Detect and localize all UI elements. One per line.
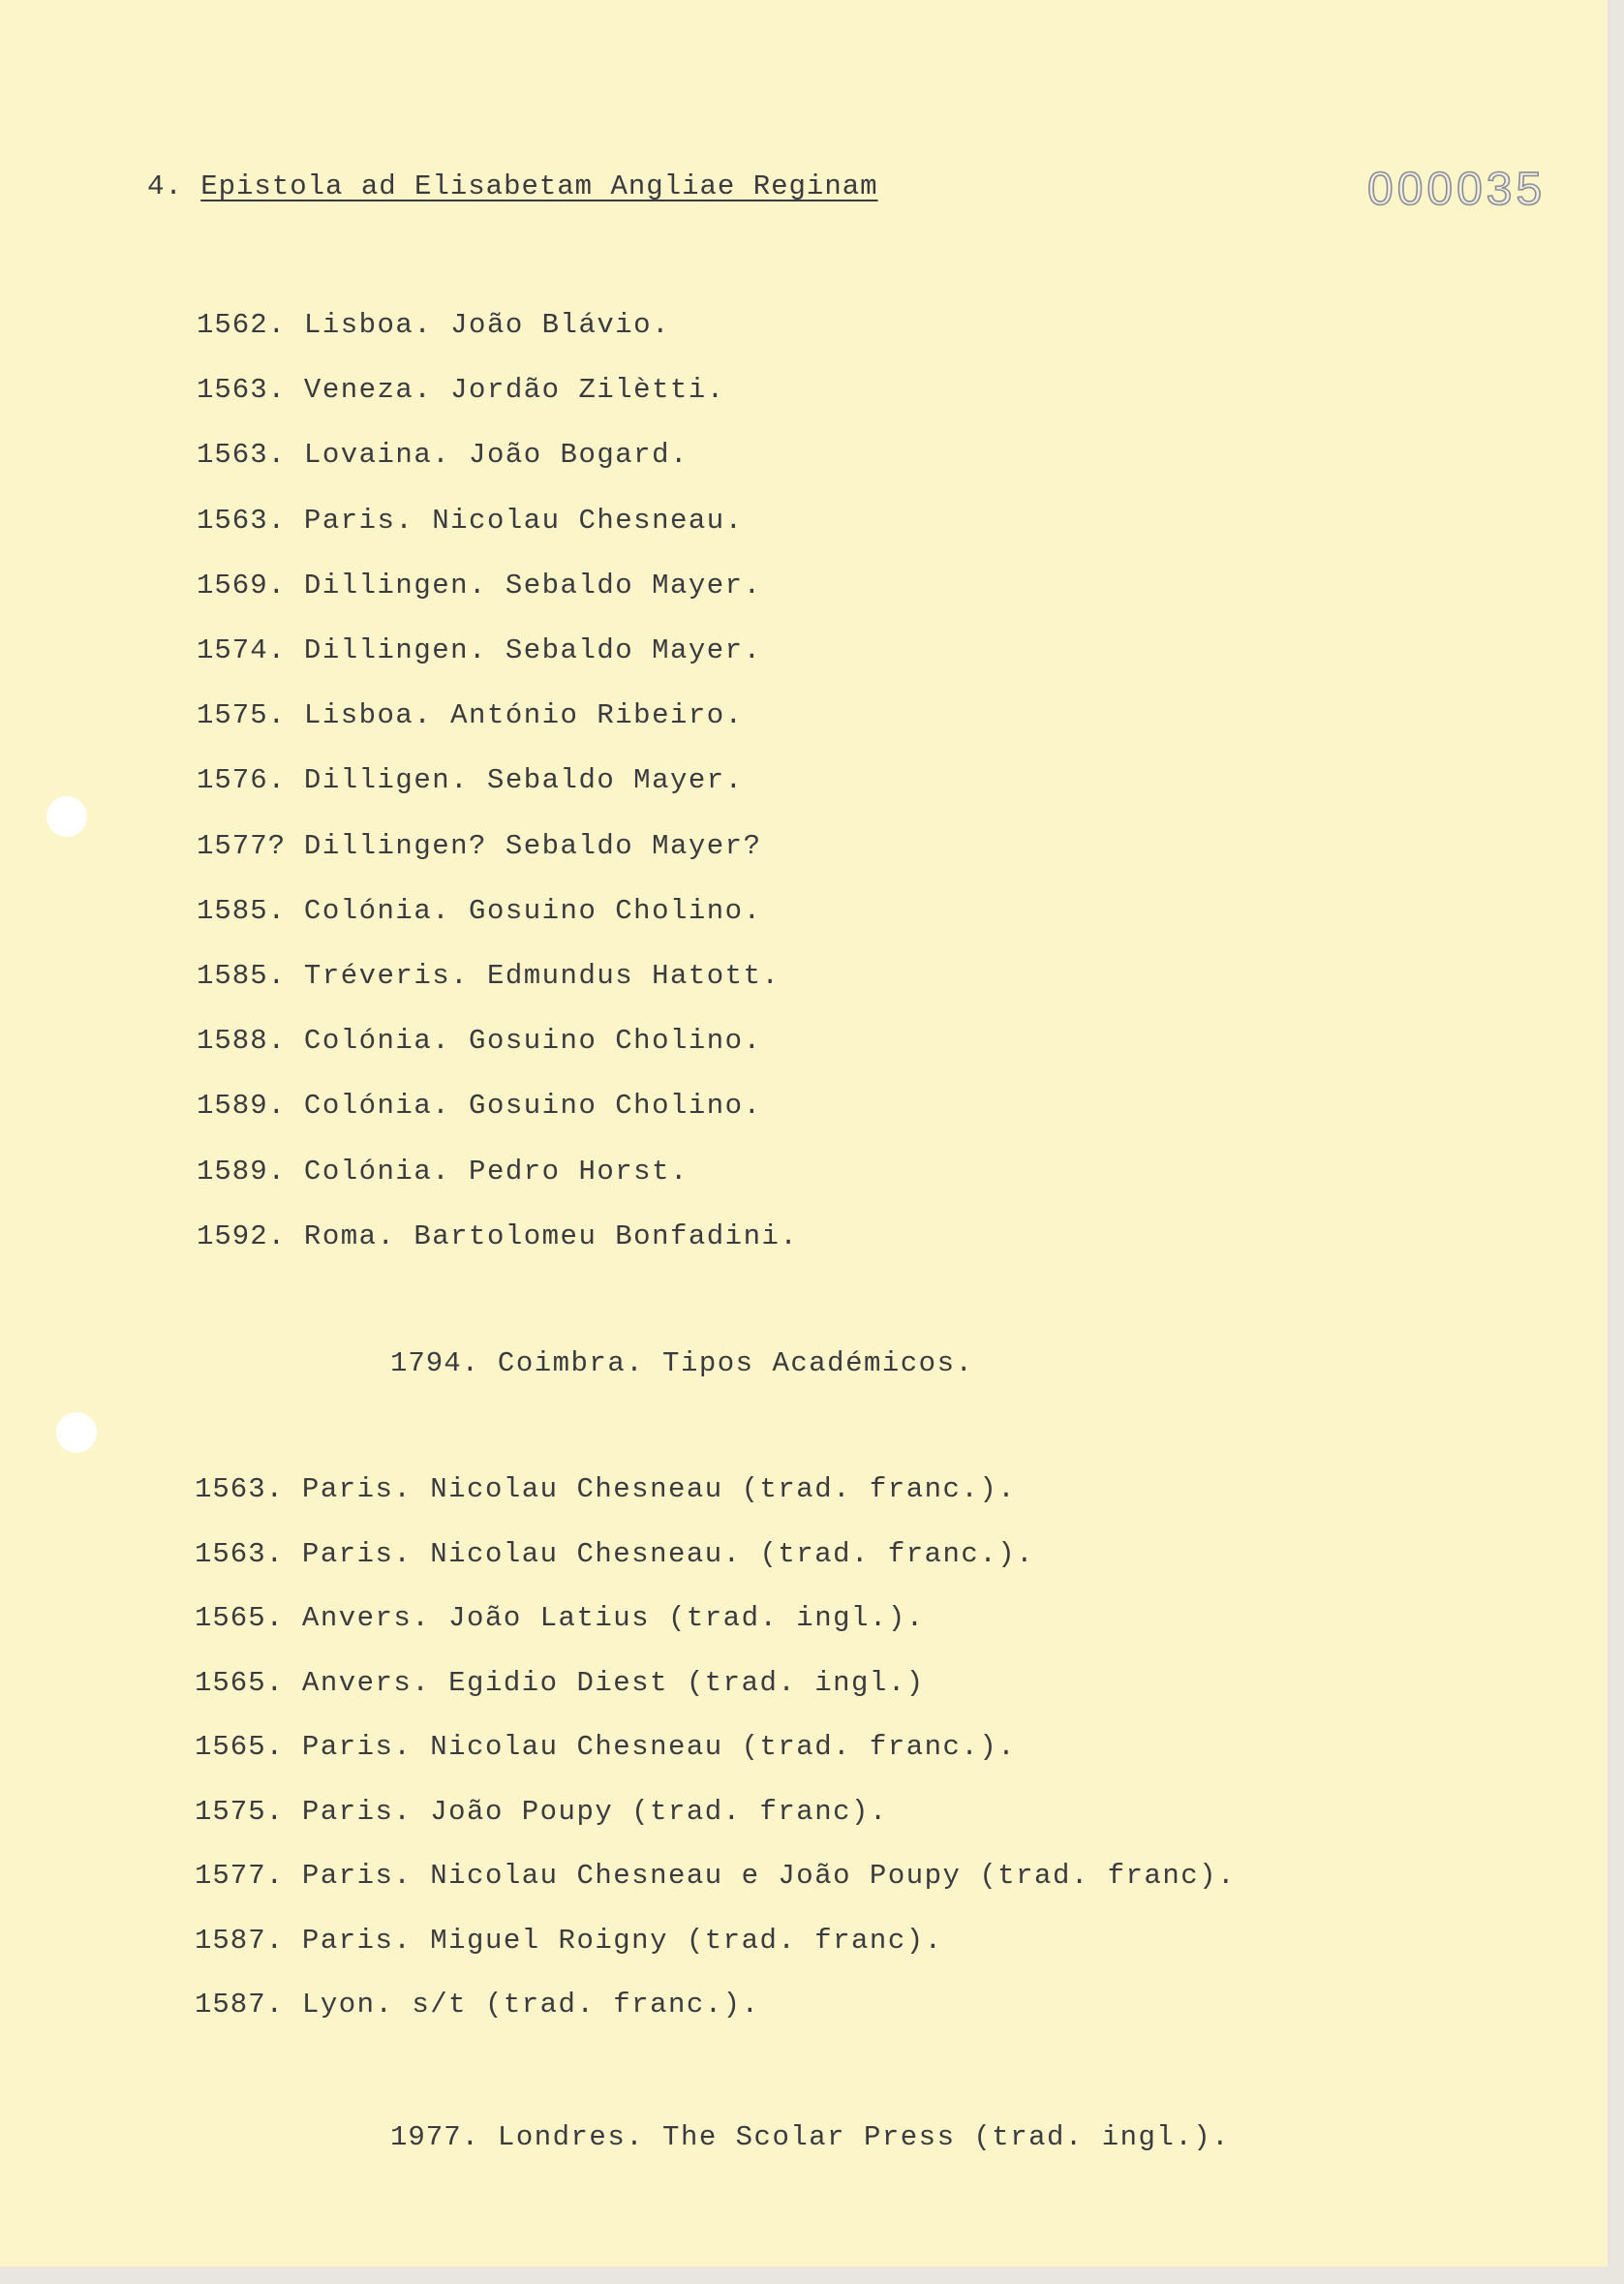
- edition-details: Paris. Nicolau Chesneau.: [303, 504, 744, 537]
- punch-hole: [56, 1412, 97, 1453]
- edition-year: 1588.: [197, 1025, 287, 1058]
- edition-details: Colónia. Gosuino Cholino.: [303, 1025, 762, 1058]
- edition-year: 1587.: [195, 1989, 285, 2021]
- edition-details: Dillingen. Sebaldo Mayer.: [303, 634, 762, 666]
- punch-hole: [46, 796, 87, 837]
- edition-year: 1563.: [197, 439, 287, 472]
- edition-entry: [195, 1924, 943, 1959]
- edition-entry: [195, 1988, 760, 2022]
- edition-year: 1563.: [197, 374, 287, 407]
- edition-year: 1565.: [195, 1731, 285, 1763]
- section-heading: [147, 170, 878, 202]
- edition-entry: [197, 1155, 689, 1189]
- edition-details: Lisboa. António Ribeiro.: [303, 699, 744, 732]
- edition-year: 1577?: [197, 829, 287, 862]
- edition-year: 1565.: [195, 1666, 285, 1699]
- edition-year: 1563.: [195, 1537, 285, 1570]
- section-number: 4.: [147, 170, 183, 202]
- edition-details: Lisboa. João Blávio.: [303, 309, 670, 341]
- modern-latin-edition: [390, 1346, 973, 1381]
- edition-year: 1563.: [197, 504, 287, 537]
- edition-year: 1562.: [197, 309, 287, 341]
- edition-entry: [195, 1472, 1016, 1507]
- edition-entry: [197, 633, 762, 668]
- edition-year: 1585.: [197, 960, 287, 992]
- edition-details: Lyon. s/t (trad. franc.).: [301, 1989, 760, 2021]
- edition-year: 1585.: [197, 894, 287, 927]
- edition-year: 1589.: [197, 1155, 287, 1188]
- edition-entry: [197, 1089, 762, 1124]
- edition-year: 1592.: [197, 1219, 287, 1252]
- edition-details: Colónia. Gosuino Cholino.: [303, 1090, 762, 1123]
- edition-details: Anvers. Egidio Diest (trad. ingl.): [301, 1666, 925, 1699]
- edition-entry: [197, 504, 744, 539]
- edition-details: Veneza. Jordão Zilètti.: [303, 374, 725, 407]
- edition-entry: [195, 1537, 1034, 1572]
- edition-year: 1589.: [197, 1090, 287, 1123]
- edition-year: 1563.: [195, 1473, 285, 1505]
- edition-year: 1574.: [197, 634, 287, 666]
- edition-entry: [197, 894, 762, 929]
- scan-edge: [0, 2267, 1624, 2284]
- edition-details: Coimbra. Tipos Académicos.: [497, 1347, 974, 1379]
- edition-entry: [195, 1795, 888, 1830]
- edition-entry: [197, 763, 744, 798]
- edition-details: Dillingen. Sebaldo Mayer.: [303, 569, 762, 602]
- edition-year: 1565.: [195, 1602, 285, 1634]
- edition-entry: [197, 438, 689, 473]
- edition-details: Anvers. João Latius (trad. ingl.).: [301, 1602, 925, 1634]
- edition-year: 1794.: [390, 1347, 480, 1379]
- edition-year: 1576.: [197, 764, 287, 797]
- edition-details: Paris. Nicolau Chesneau (trad. franc.).: [301, 1731, 1017, 1763]
- edition-year: 1977.: [390, 2121, 480, 2153]
- edition-details: Paris. João Poupy (trad. franc).: [301, 1795, 888, 1828]
- edition-year: 1587.: [195, 1924, 285, 1957]
- modern-translation: [390, 2120, 1230, 2155]
- edition-entry: [197, 373, 725, 408]
- edition-entry: [195, 1859, 1236, 1894]
- edition-details: Tréveris. Edmundus Hatott.: [303, 960, 781, 992]
- page-number-stamp: 000035: [1367, 164, 1547, 215]
- edition-details: Dilligen. Sebaldo Mayer.: [303, 764, 744, 797]
- edition-details: Dillingen? Sebaldo Mayer?: [303, 829, 762, 862]
- edition-entry: [197, 1219, 798, 1254]
- edition-entry: [197, 829, 762, 864]
- edition-year: 1575.: [195, 1795, 285, 1828]
- edition-entry: [195, 1601, 925, 1636]
- edition-details: Londres. The Scolar Press (trad. ingl.).: [497, 2121, 1231, 2153]
- edition-details: Paris. Nicolau Chesneau. (trad. franc.).: [301, 1537, 1035, 1570]
- edition-year: 1575.: [197, 699, 287, 732]
- scan-edge: [1608, 0, 1624, 2284]
- edition-entry: [197, 1024, 762, 1059]
- edition-entry: [197, 308, 670, 343]
- edition-entry: [197, 959, 780, 994]
- edition-entry: [195, 1730, 1016, 1765]
- section-title: Epistola ad Elisabetam Angliae Reginam: [200, 170, 878, 202]
- edition-details: Lovaina. João Bogard.: [303, 439, 689, 472]
- edition-details: Colónia. Pedro Horst.: [303, 1155, 689, 1188]
- edition-details: Paris. Nicolau Chesneau e João Poupy (trad. franc).: [301, 1860, 1236, 1892]
- edition-details: Colónia. Gosuino Cholino.: [303, 894, 762, 927]
- edition-details: Paris. Miguel Roigny (trad. franc).: [301, 1924, 943, 1957]
- edition-details: Paris. Nicolau Chesneau (trad. franc.).: [301, 1473, 1017, 1505]
- edition-entry: [197, 569, 762, 603]
- edition-year: 1577.: [195, 1860, 285, 1892]
- edition-entry: [197, 698, 744, 733]
- edition-year: 1569.: [197, 569, 287, 602]
- edition-entry: [195, 1666, 925, 1701]
- edition-details: Roma. Bartolomeu Bonfadini.: [303, 1219, 799, 1252]
